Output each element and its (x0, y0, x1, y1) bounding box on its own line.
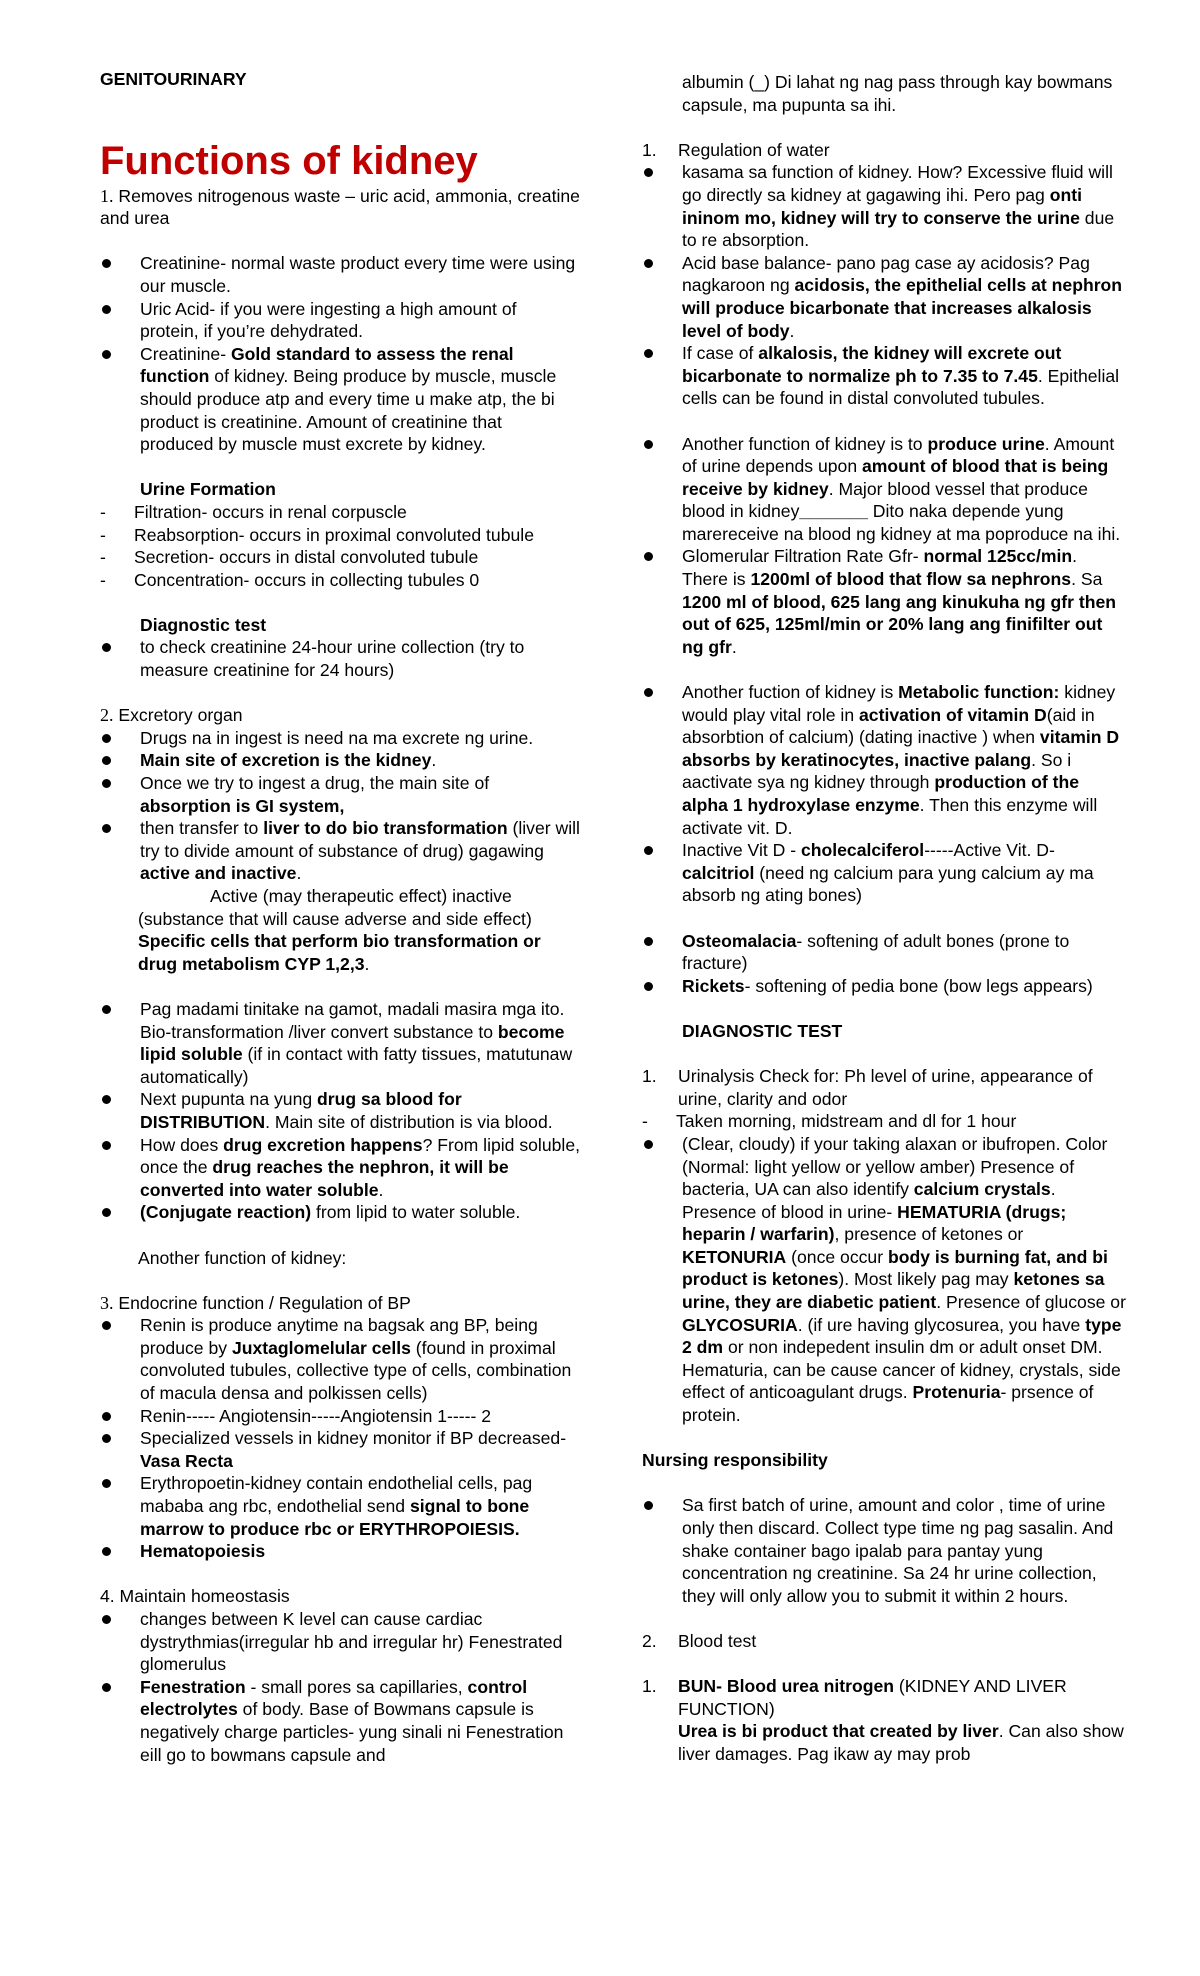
list-item: How does drug excretion happens? From lipid soluble, once the drug reaches the nephron, it will be converted into water soluble. (100, 1134, 580, 1202)
list-item: Next pupunta na yung drug sa blood for DISTRIBUTION. Main site of distribution is via blood. (100, 1088, 580, 1133)
section-3-heading: 3. Endocrine function / Regulation of BP (100, 1292, 411, 1313)
numbered-item: 1. Urinalysis Check for: Ph level of urine, appearance of urine, clarity and odor (642, 1066, 1093, 1109)
list-item: Rickets- softening of pedia bone (bow legs appears) (642, 975, 1127, 998)
paragraph: albumin (_) Di lahat ng nag pass through kay bowmans capsule, ma pupunta sa ihi. (682, 72, 1113, 115)
list-item: - Taken morning, midstream and dl for 1 hour (642, 1110, 1127, 1133)
list-item: to check creatinine 24-hour urine collection (try to measure creatinine for 24 hours) (100, 636, 580, 681)
section-4-heading: 4. Maintain homeostasis (100, 1586, 290, 1607)
list-item: Creatinine- normal waste product every time were using our muscle. (100, 252, 580, 297)
list-item: Osteomalacia- softening of adult bones (prone to fracture) (642, 930, 1127, 975)
list-item: - Concentration- occurs in collecting tubules 0 (100, 569, 580, 592)
diagnostic-test-heading: DIAGNOSTIC TEST (682, 1020, 843, 1041)
diagnostic-heading: Diagnostic test (140, 614, 267, 635)
list-item: then transfer to liver to do bio transformation (liver will try to divide amount of substance of drug) gagawing active and inactive. (100, 817, 580, 885)
right-column (642, 71, 1127, 1766)
urine-formation-heading: Urine Formation (140, 479, 276, 500)
list-item: Drugs na in ingest is need na ma excrete ng urine. (100, 727, 580, 750)
nursing-heading: Nursing responsibility (642, 1450, 828, 1471)
numbered-item: 1. BUN- Blood urea nitrogen (KIDNEY AND LIVER FUNCTION) Urea is bi product that created by liver. Can also show liver damages. Pag ikaw ay may prob (642, 1676, 1124, 1764)
list-item: Hematopoiesis (100, 1540, 580, 1563)
list-item: kasama sa function of kidney. How? Excessive fluid will go directly sa kidney at gagawing ihi. Pero pag onti ininom mo, kidney will try to conserve the urine due to re absorption. (642, 161, 1127, 251)
numbered-heading: 1. Regulation of water (642, 139, 830, 160)
list-item: Once we try to ingest a drug, the main site of absorption is GI system, (100, 772, 580, 817)
list-item: Specialized vessels in kidney monitor if BP decreased- Vasa Recta (100, 1427, 580, 1472)
list-item: Another fuction of kidney is Metabolic function: kidney would play vital role in activation of vitamin D(aid in absorbtion of calcium) (dating inactive ) when vitamin D absorbs by keratinocytes, inactive palang. So i aactivate sya ng kidney through production of the alpha 1 hydroxylase enzyme. Then this enzyme will activate vit. D. (642, 681, 1127, 839)
list-item: Creatinine- Gold standard to assess the renal function of kidney. Being produce by muscle, muscle should produce atp and every time u make atp, the bi product is creatinine. Amount of creatinine that produced by muscle must excrete by kidney. (100, 343, 580, 456)
list-item: Acid base balance- pano pag case ay acidosis? Pag nagkaroon ng acidosis, the epithelial cells at nephron will produce bicarbonate that increases alkalosis level of body. (642, 252, 1127, 342)
list-item: - Filtration- occurs in renal corpuscle (100, 501, 580, 524)
page-title: Functions of kidney (100, 138, 478, 183)
list-item: Another function of kidney is to produce urine. Amount of urine depends upon amount of blood that is being receive by kidney. Major blood vessel that produce blood in kidney_______ Dito naka depende yung marereceive na blood ng kidney at ma poproduce na ihi. (642, 433, 1127, 546)
page-header: GENITOURINARY (100, 69, 247, 89)
numbered-item: 2. Blood test (642, 1630, 757, 1651)
list-item: Pag madami tinitake na gamot, madali masira mga ito. Bio-transformation /liver convert substance to become lipid soluble (if in contact with fatty tissues, matutunaw automatically) (100, 998, 580, 1088)
list-item: (Conjugate reaction) from lipid to water soluble. (100, 1201, 580, 1224)
list-item: Inactive Vit D - cholecalciferol-----Active Vit. D- calcitriol (need ng calcium para yung calcium ay ma absorb ng ating bones) (642, 839, 1127, 907)
list-item: - Secretion- occurs in distal convoluted tubule (100, 546, 580, 569)
paragraph: Specific cells that perform bio transformation or drug metabolism CYP 1,2,3. (138, 931, 541, 974)
list-item: changes between K level can cause cardiac dystrythmias(irregular hb and irregular hr) Fenestrated glomerulus (100, 1608, 580, 1676)
list-item: Renin----- Angiotensin-----Angiotensin 1----- 2 (100, 1405, 580, 1428)
left-column (100, 68, 580, 1766)
section-2-heading: 2. Excretory organ (100, 705, 243, 726)
paragraph: Another function of kidney: (138, 1247, 347, 1268)
list-item: Sa first batch of urine, amount and color , time of urine only then discard. Collect type time ng pag sasalin. And shake container bago ipalab para pantay yung concentration ng creatinine. Sa 24 hr urine collection, they will only allow you to submit it within 2 hours. (642, 1494, 1127, 1607)
section-1-heading: 1. Removes nitrogenous waste – uric acid, ammonia, creatine and urea (100, 185, 580, 229)
list-item: Main site of excretion is the kidney. (100, 749, 580, 772)
list-item: (Clear, cloudy) if your taking alaxan or ibufropen. Color (Normal: light yellow or yellow amber) Presence of bacteria, UA can also identify calcium crystals. Presence of blood in urine- HEMATURIA (drugs; heparin / warfarin), presence of ketones or KETONURIA (once occur body is burning fat, and bi product is ketones). Most likely pag may ketones sa urine, they are diabetic patient. Presence of glucose or GLYCOSURIA. (if ure having glycosurea, you have type 2 dm or non indepedent insulin dm or adult onset DM. Hematuria, can be cause cancer of kidney, crystals, side effect of anticoagulant drugs. Protenuria- prsence of protein. (642, 1133, 1127, 1427)
list-item: - Reabsorption- occurs in proximal convoluted tubule (100, 524, 580, 547)
paragraph: Active (may therapeutic effect) inactive (substance that will cause adverse and side effect) (138, 886, 532, 929)
list-item: Erythropoetin-kidney contain endothelial cells, pag mababa ang rbc, endothelial send signal to bone marrow to produce rbc or ERYTHROPOIESIS. (100, 1472, 580, 1540)
list-item: If case of alkalosis, the kidney will excrete out bicarbonate to normalize ph to 7.35 to 7.45. Epithelial cells can be found in distal convoluted tubules. (642, 342, 1127, 410)
list-item: Glomerular Filtration Rate Gfr- normal 125cc/min. There is 1200ml of blood that flow sa nephrons. Sa 1200 ml of blood, 625 lang ang kinukuha ng gfr then out of 625, 125ml/min or 20% lang ang finifilter out ng gfr. (642, 545, 1127, 658)
list-item: Uric Acid- if you were ingesting a high amount of protein, if you’re dehydrated. (100, 298, 580, 343)
list-item: Renin is produce anytime na bagsak ang BP, being produce by Juxtaglomelular cells (found in proximal convoluted tubules, collective type of cells, combination of macula densa and polkissen cells) (100, 1314, 580, 1404)
list-item: Fenestration - small pores sa capillaries, control electrolytes of body. Base of Bowmans capsule is negatively charge particles- yung sinali ni Fenestration eill go to bowmans capsule and (100, 1676, 580, 1766)
